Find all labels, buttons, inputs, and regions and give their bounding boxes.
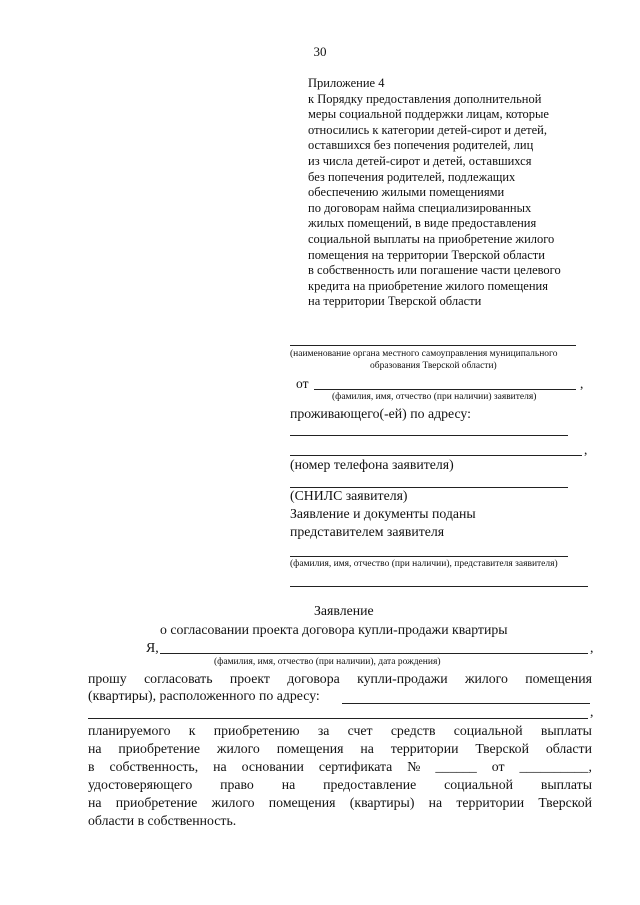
word: на (213, 759, 227, 774)
word: жилого (464, 671, 508, 686)
justified-line (88, 740, 592, 758)
appendix-line: к Порядку предоставления дополнительной (308, 91, 542, 106)
appendix-line: социальной выплаты на приобретение жилого (308, 231, 555, 246)
from-label: от (296, 376, 309, 391)
word: договора (287, 671, 340, 686)
extra-field[interactable] (290, 586, 588, 587)
main-paragraph (88, 722, 592, 830)
word: социальной (453, 723, 523, 738)
address-label: проживающего(-ей) по адресу: (290, 406, 471, 421)
applicant-caption: (фамилия, имя, отчество (при наличии) заявителя) (332, 392, 537, 402)
appendix-line: относились к категории детей-сирот и детей, (308, 122, 547, 137)
word: территории (456, 795, 525, 810)
statement-subtitle: о согласовании проекта договора купли-продажи квартиры (160, 622, 508, 637)
word: территории (390, 741, 459, 756)
applicant-name-field[interactable] (314, 389, 576, 390)
organ-caption-2: образования Тверской области) (370, 361, 497, 371)
appendix-line: жилых помещений, в виде предоставления (308, 216, 537, 231)
word: в (88, 759, 95, 774)
request-paragraph (88, 670, 592, 688)
comma: , (584, 442, 588, 457)
word: области (545, 741, 592, 756)
name-caption: (фамилия, имя, отчество (при наличии), дата рождения) (214, 657, 441, 667)
word: приобретению (213, 723, 300, 738)
word: помещения (525, 671, 592, 686)
appendix-header (308, 76, 561, 310)
word: приобретение (118, 741, 201, 756)
address-field-1[interactable] (290, 435, 568, 436)
word: удостоверяющего (88, 777, 193, 792)
appendix-line: Приложение 4 (308, 76, 385, 90)
word: право (220, 777, 254, 792)
word: социальной (444, 777, 513, 792)
word: основании (241, 759, 304, 774)
appendix-line: из числа детей-сирот и детей, оставшихся (308, 153, 532, 168)
appendix-line: без попечения родителей, подлежащих (308, 169, 516, 184)
organ-name-field[interactable] (290, 345, 576, 346)
snils-label: (СНИЛС заявителя) (290, 488, 408, 503)
statement-title: Заявление (314, 603, 374, 618)
comma: , (590, 640, 594, 655)
phone-label: (номер телефона заявителя) (290, 457, 454, 472)
word: на (88, 741, 102, 756)
word: за (317, 723, 330, 738)
word: на (428, 795, 443, 810)
last-line: области в собственность. (88, 813, 237, 828)
justified-line (88, 758, 592, 776)
word: жилого (211, 795, 255, 810)
appendix-line: на территории Тверской области (308, 294, 482, 309)
word: на (360, 741, 374, 756)
address-field-2[interactable] (290, 455, 582, 456)
appendix-line: по договорам найма специализированных (308, 200, 532, 215)
word: проект (229, 671, 270, 686)
certificate-date-field[interactable]: __________, (519, 759, 592, 774)
appendix-line: меры социальной поддержки лицам, которые (308, 107, 549, 122)
word: на (281, 777, 296, 792)
organ-caption-1: (наименование органа местного самоуправления муниципального (290, 349, 558, 359)
word: приобретение (115, 795, 198, 810)
justified-line (88, 794, 592, 812)
appendix-line: обеспечению жилыми помещениями (308, 185, 505, 200)
word: Тверской (538, 795, 592, 810)
justified-line (88, 670, 592, 688)
word: (квартиры) (349, 795, 415, 810)
justified-line (88, 722, 592, 740)
word: на (88, 795, 102, 810)
word: сертификата (318, 759, 393, 774)
word: собственность, (109, 759, 199, 774)
submitted-line-1: Заявление и документы поданы (290, 506, 476, 521)
property-address-field-1[interactable] (342, 703, 590, 704)
word: предоставление (323, 777, 417, 792)
appendix-line: в собственность или погашение части целевого (308, 263, 561, 278)
word: помещения (276, 741, 344, 756)
page-number: 30 (313, 44, 327, 59)
justified-line (88, 776, 592, 794)
word: выплаты (540, 723, 592, 738)
appendix-line: оставшихся без попечения родителей, лиц (308, 138, 534, 153)
i-label: Я, (146, 640, 159, 655)
word: планируемого (88, 723, 171, 738)
word: жилого (216, 741, 260, 756)
word: № (407, 759, 421, 774)
word: согласовать (144, 671, 213, 686)
word: выплаты (540, 777, 592, 792)
representative-caption: (фамилия, имя, отчество (при наличии), представителя заявителя) (290, 559, 558, 569)
appendix-line: помещения на территории Тверской области (308, 247, 545, 262)
name-birth-field[interactable] (160, 653, 588, 654)
word: Тверской (475, 741, 529, 756)
comma: , (590, 704, 594, 719)
request-line-2: (квартиры), расположенного по адресу: (88, 688, 320, 703)
word: прошу (88, 671, 127, 686)
submitted-line-2: представителем заявителя (290, 524, 445, 539)
word: средств (390, 723, 436, 738)
appendix-line: кредита на приобретение жилого помещения (308, 278, 548, 293)
property-address-field-2[interactable] (88, 718, 588, 719)
word: купли-продажи (357, 671, 448, 686)
word: к (188, 723, 196, 738)
comma: , (580, 376, 584, 391)
word: помещения (268, 795, 336, 810)
certificate-number-field[interactable]: ______ (435, 759, 477, 774)
word: счет (347, 723, 373, 738)
representative-field[interactable] (290, 556, 568, 557)
word: от (491, 759, 505, 774)
